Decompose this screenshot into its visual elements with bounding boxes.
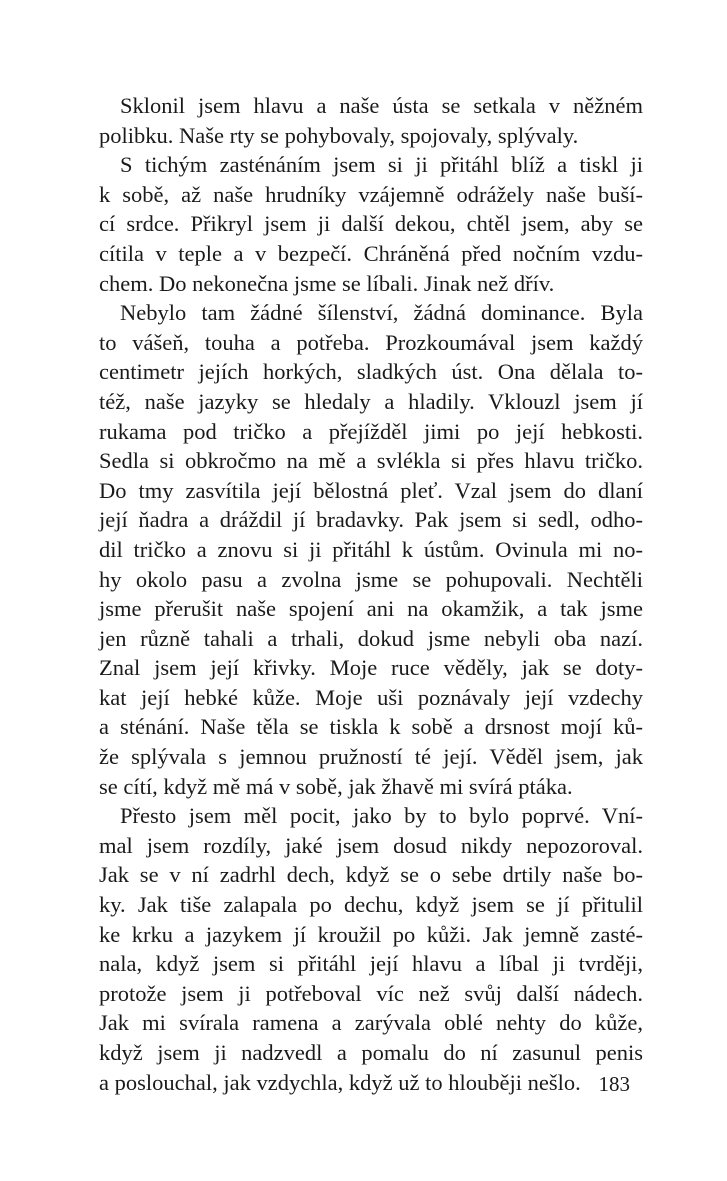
text-line: Jak se v ní zadrhl dech, když se o sebe drtily naše bo-: [99, 862, 643, 888]
text-line: a sténání. Naše těla se tiskla k sobě a drsnost mojí ků-: [99, 714, 643, 740]
text-line: Sklonil jsem hlavu a naše ústa se setkala v něžném: [120, 93, 643, 118]
text-line: mal jsem rozdíly, jaké jsem dosud nikdy nepozoroval.: [99, 832, 643, 858]
text-line: cítila v teple a v bezpečí. Chráněná před nočním vzdu-: [99, 240, 643, 266]
text-line: chem. Do nekonečna jsme se líbali. Jinak než dřív.: [99, 270, 555, 296]
text-line: Přesto jsem měl pocit, jako by to bylo poprvé. Vní-: [120, 803, 643, 829]
text-line: hy okolo pasu a zvolna jsme se pohupovali. Nechtěli: [99, 566, 643, 592]
text-line: kat její hebké kůže. Moje uši poznávaly její vzdechy: [99, 684, 643, 710]
text-line: Znal jsem její křivky. Moje ruce věděly, jak se doty-: [99, 655, 643, 681]
text-line: rukama pod tričko a přejížděl jimi po její hebkosti.: [99, 418, 643, 444]
text-line: ky. Jak tiše zalapala po dechu, když jsem se jí přitulil: [99, 892, 643, 918]
text-line: a poslouchal, jak vzdychla, když už to hlouběji nešlo.: [99, 1069, 581, 1095]
text-line: S tichým zasténáním jsem si ji přitáhl blíž a tiskl ji: [120, 152, 643, 178]
text-line: centimetr jejích horkých, sladkých úst. Ona dělala to-: [99, 359, 643, 385]
text-line: protože jsem ji potřeboval víc než svůj další nádech.: [99, 980, 643, 1006]
text-line: Jak mi svírala ramena a zarývala oblé nehty do kůže,: [99, 1010, 643, 1036]
text-line: Sedla si obkročmo na mě a svlékla si přes hlavu tričko.: [99, 448, 643, 474]
page-number: 183: [598, 1072, 630, 1096]
text-line: její ňadra a dráždil jí bradavky. Pak jsem si sedl, odho-: [99, 507, 643, 533]
text-line: Do tmy zasvítila její bělostná pleť. Vzal jsem do dlaní: [99, 477, 643, 503]
text-line: to vášeň, touha a potřeba. Prozkoumával jsem každý: [99, 329, 643, 355]
text-line: cí srdce. Přikryl jsem ji další dekou, chtěl jsem, aby se: [99, 211, 643, 237]
text-line: dil tričko a znovu si ji přitáhl k ústům. Ovinula mi no-: [99, 536, 643, 562]
text-line: nala, když jsem si přitáhl její hlavu a líbal ji tvrději,: [99, 951, 643, 977]
text-line: ke krku a jazykem jí kroužil po kůži. Jak jemně zasté-: [99, 921, 643, 947]
text-line: polibku. Naše rty se pohybovaly, spojovaly, splývaly.: [99, 122, 579, 148]
text-line: se cítí, když mě má v sobě, jak žhavě mi svírá ptáka.: [99, 773, 573, 799]
text-line: když jsem ji nadzvedl a pomalu do ní zasunul penis: [99, 1040, 643, 1065]
text-line: že splývala s jemnou pružností té její. Věděl jsem, jak: [99, 744, 643, 770]
text-line: též, naše jazyky se hledaly a hladily. Vklouzl jsem jí: [99, 388, 643, 414]
body-text: [99, 91, 643, 1097]
text-line: jsme přerušit naše spojení ani na okamžik, a tak jsme: [99, 596, 643, 622]
text-line: k sobě, až naše hrudníky vzájemně odrážely naše buší-: [99, 181, 643, 207]
text-line: jen různě tahali a trhali, dokud jsme nebyli oba nazí.: [99, 625, 643, 651]
text-line: Nebylo tam žádné šílenství, žádná dominance. Byla: [120, 300, 643, 326]
